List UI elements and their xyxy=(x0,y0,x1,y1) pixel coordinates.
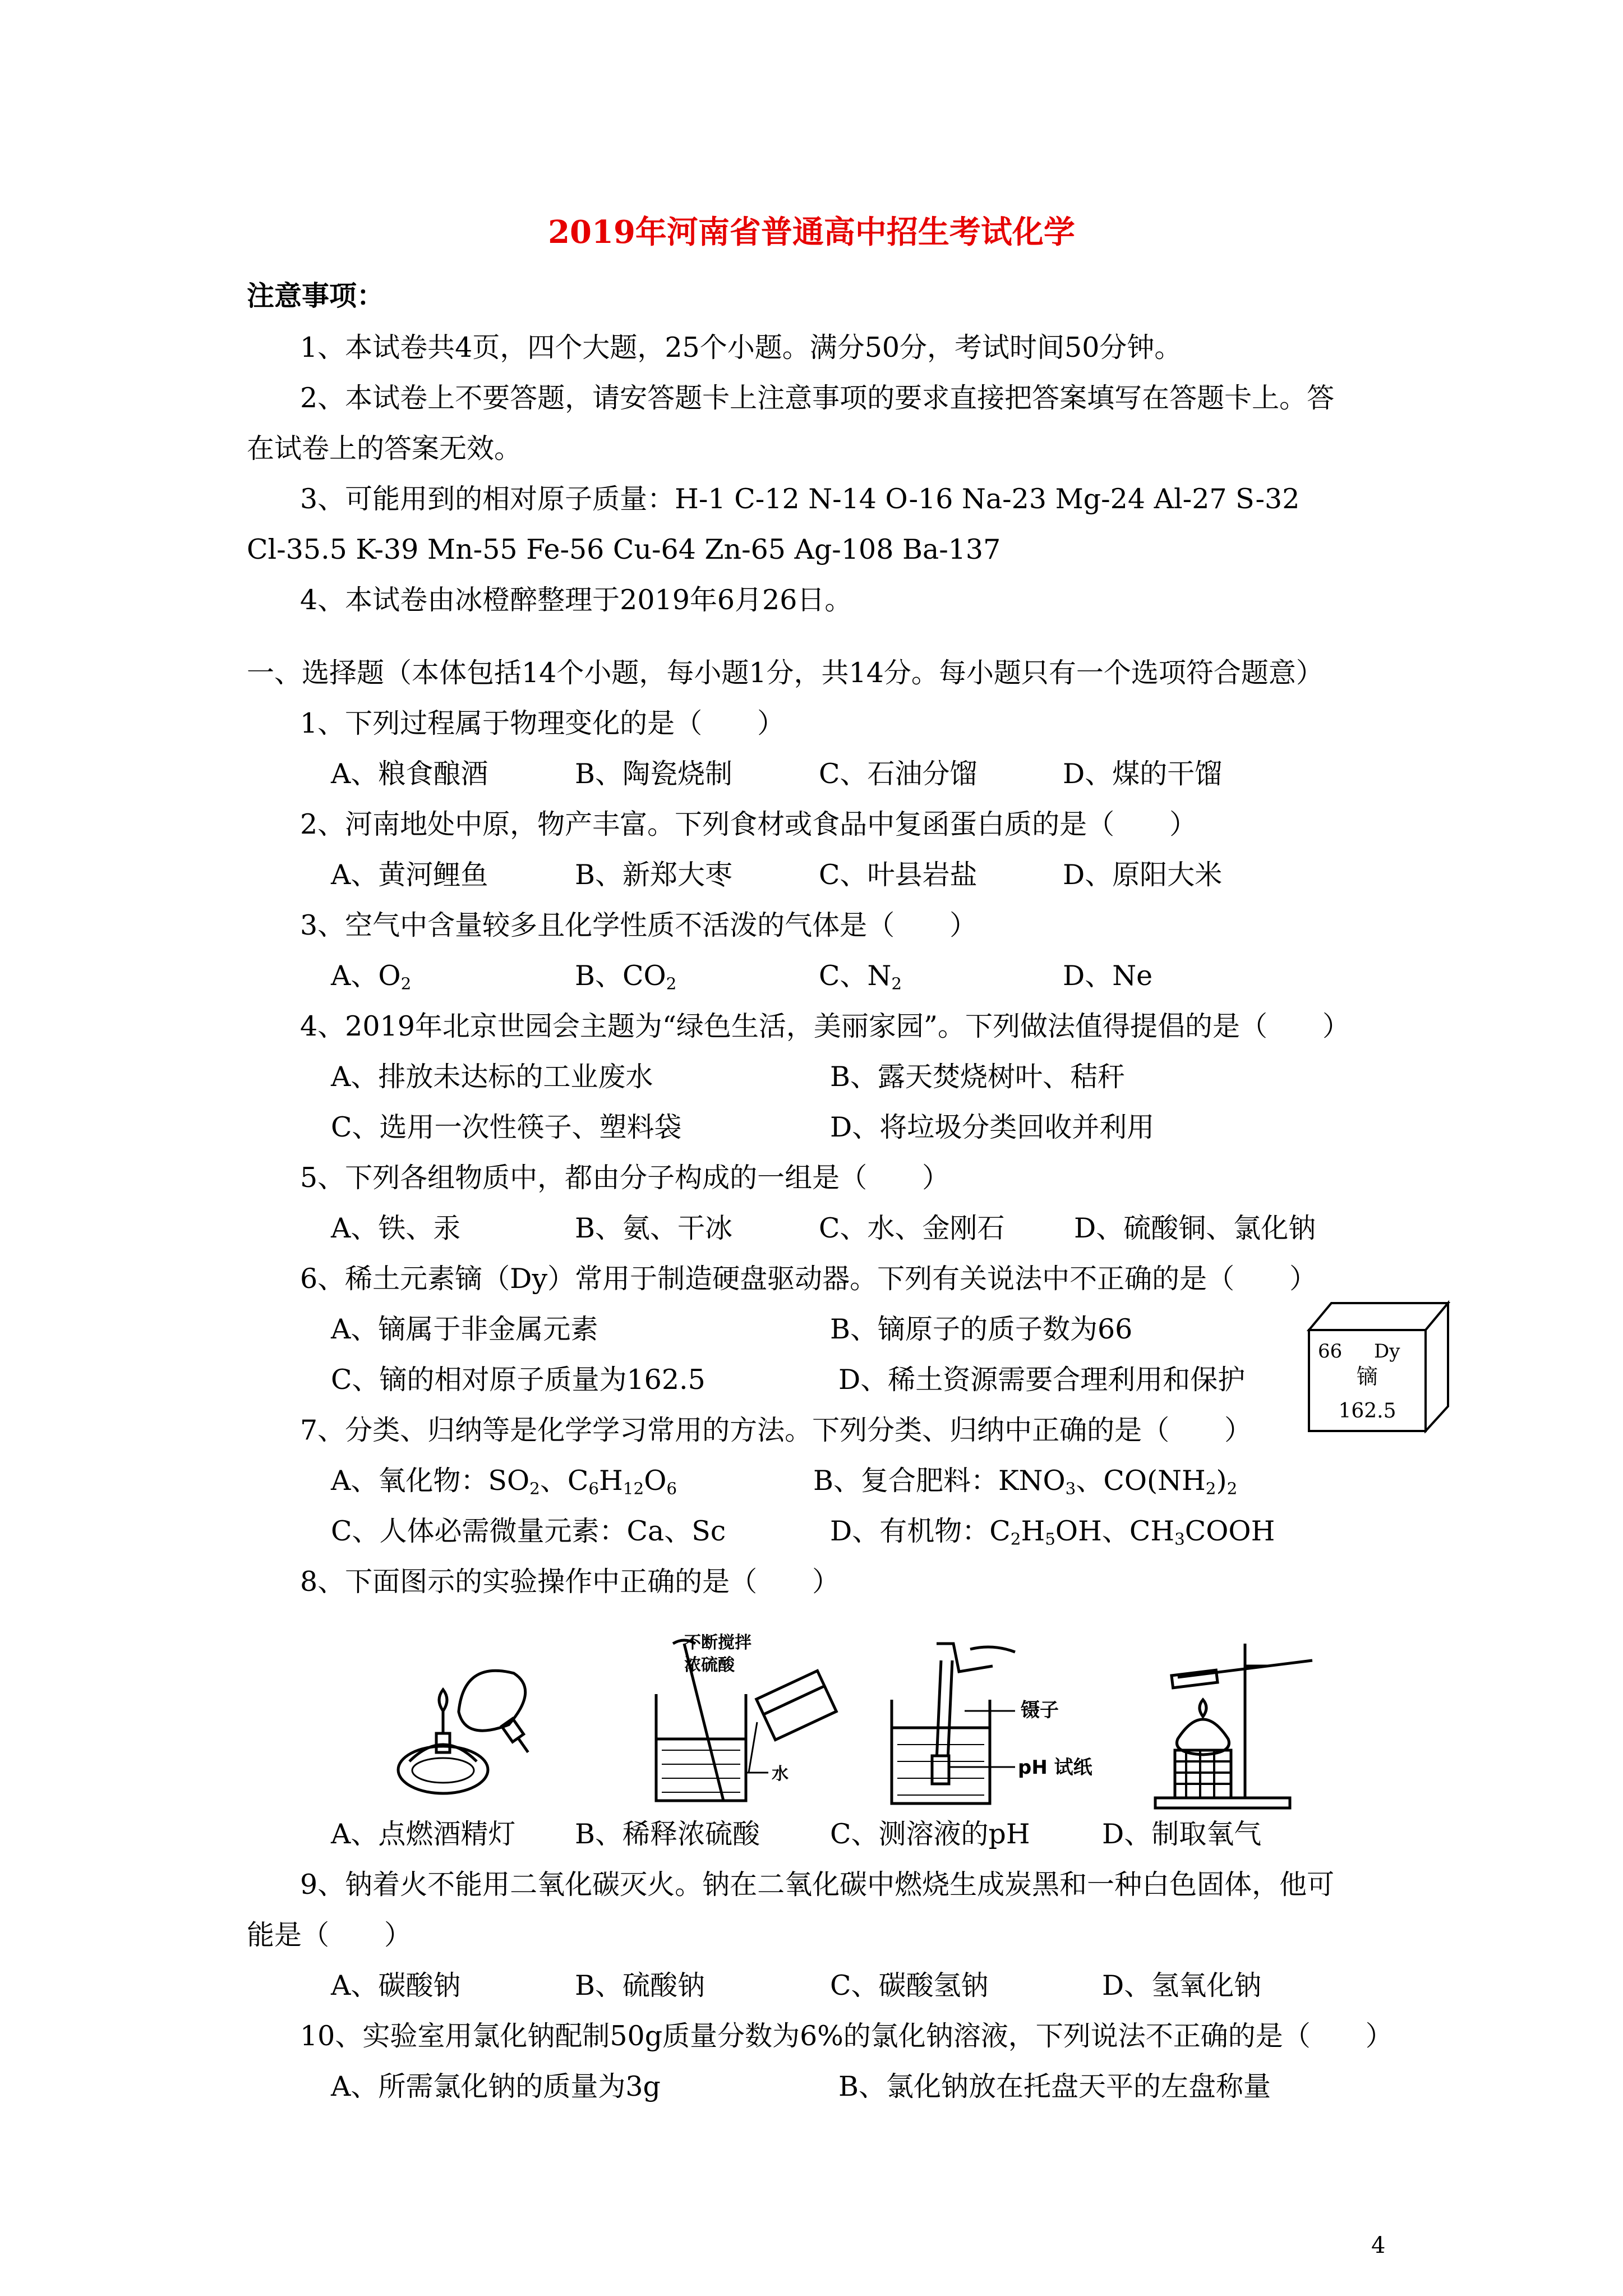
question-6-stem: 6、稀土元素镝（Dy）常用于制造硬盘驱动器。下列有关说法中不正确的是（ ） xyxy=(300,1263,1317,1295)
question-9-stem-cont: 能是（ ） xyxy=(247,1919,412,1951)
q6-option-a: A、镝属于非金属元素 xyxy=(331,1313,598,1345)
q5-option-b: B、氨、干冰 xyxy=(575,1212,733,1244)
question-9-stem: 9、钠着火不能用二氧化碳灭火。钠在二氧化碳中燃烧生成炭黑和一种白色固体，他可 xyxy=(300,1869,1335,1901)
question-5-stem: 5、下列各组物质中，都由分子构成的一组是（ ） xyxy=(300,1162,950,1194)
fig-b-label-stir: 不断搅拌 xyxy=(684,1633,751,1653)
page-number: 4 xyxy=(1371,2233,1386,2258)
q8-option-a: A、点燃酒精灯 xyxy=(331,1818,516,1850)
q7-option-a: A、氧化物：$SO_2$、$C_6H_{12}O_6$ xyxy=(331,1465,677,1498)
question-1-stem: 1、下列过程属于物理变化的是（ ） xyxy=(300,707,785,739)
question-2-stem: 2、河南地处中原，物产丰富。下列食材或食品中复函蛋白质的是（ ） xyxy=(300,808,1197,840)
q6-option-d: D、稀土资源需要合理利用和保护 xyxy=(838,1364,1246,1396)
notice-item-3-cont: Cl-35.5 K-39 Mn-55 Fe-56 Cu-64 Zn-65 Ag-108 Ba-137 xyxy=(247,533,1001,565)
notice-item-1: 1、本试卷共4页，四个大题，25个小题。满分50分，考试时间50分钟。 xyxy=(300,332,1182,364)
section-heading: 一、选择题（本体包括14个小题，每小题1分，共14分。每小题只有一个选项符合题意） xyxy=(247,657,1324,689)
q3-option-c: C、$N_2$ xyxy=(819,960,902,993)
ph-test-figure xyxy=(880,1632,1094,1812)
q7-option-d: D、有机物：$C_2H_5OH$、$CH_3COOH$ xyxy=(830,1515,1275,1549)
q1-option-b: B、陶瓷烧制 xyxy=(575,758,733,790)
page-title: 2019年河南省普通高中招生考试化学 xyxy=(548,214,1075,251)
q9-option-d: D、氢氧化钠 xyxy=(1102,1970,1262,2001)
question-7-stem: 7、分类、归纳等是化学学习常用的方法。下列分类、归纳中正确的是（ ） xyxy=(300,1414,1252,1446)
element-card-frame xyxy=(1307,1299,1453,1433)
element-card-dysprosium xyxy=(1307,1299,1453,1433)
q2-option-a: A、黄河鲤鱼 xyxy=(331,859,488,891)
question-8-stem: 8、下面图示的实验操作中正确的是（ ） xyxy=(300,1566,840,1598)
notice-heading: 注意事项： xyxy=(247,279,385,312)
q5-option-d: D、硫酸铜、氯化钠 xyxy=(1074,1212,1316,1244)
q8-option-d: D、制取氧气 xyxy=(1102,1818,1262,1850)
q1-option-a: A、粮食酿酒 xyxy=(331,758,488,790)
q9-option-b: B、硫酸钠 xyxy=(575,1970,706,2001)
notice-item-4: 4、本试卷由冰橙醉整理于2019年6月26日。 xyxy=(300,584,852,616)
question-10-stem: 10、实验室用氯化钠配制50g质量分数为6%的氯化钠溶液，下列说法不正确的是（ ） xyxy=(300,2020,1393,2052)
fig-b-label-water: 水 xyxy=(772,1764,789,1784)
notice-item-2: 2、本试卷上不要答题，请安答题卡上注意事项的要求直接把答案填写在答题卡上。答 xyxy=(300,382,1335,414)
q6-option-c: C、镝的相对原子质量为162.5 xyxy=(331,1364,706,1396)
q8-option-c: C、测溶液的pH xyxy=(830,1818,1030,1850)
q7-option-c: C、人体必需微量元素：Ca、Sc xyxy=(331,1515,726,1547)
q6-option-b: B、镝原子的质子数为66 xyxy=(830,1313,1133,1345)
q4-option-a: A、排放未达标的工业废水 xyxy=(331,1061,653,1093)
q8-option-b: B、稀释浓硫酸 xyxy=(575,1818,760,1850)
q9-option-c: C、碳酸氢钠 xyxy=(830,1970,989,2001)
q2-option-b: B、新郑大枣 xyxy=(575,859,733,891)
oxygen-prep-figure xyxy=(1144,1632,1335,1812)
element-number: 66 xyxy=(1318,1340,1343,1363)
fig-c-label-tweezers: 镊子 xyxy=(1021,1699,1059,1722)
alcohol-lamp-figure xyxy=(393,1644,561,1812)
dilute-acid-figure xyxy=(639,1632,841,1812)
q5-option-a: A、铁、汞 xyxy=(331,1212,461,1244)
q9-option-a: A、碳酸钠 xyxy=(331,1970,461,2001)
q3-option-a: A、$O_2$ xyxy=(331,960,412,993)
q3-option-b: B、$CO_2$ xyxy=(575,960,677,993)
question-4-stem: 4、2019年北京世园会主题为“绿色生活，美丽家园”。下列做法值得提倡的是（ ） xyxy=(300,1010,1350,1042)
q1-option-d: D、煤的干馏 xyxy=(1063,758,1223,790)
q4-option-d: D、将垃圾分类回收并利用 xyxy=(830,1111,1155,1143)
q1-option-c: C、石油分馏 xyxy=(819,758,978,790)
q10-option-b: B、氯化钠放在托盘天平的左盘称量 xyxy=(838,2070,1271,2102)
q10-option-a: A、所需氯化钠的质量为3g xyxy=(331,2070,661,2102)
q2-option-d: D、原阳大米 xyxy=(1063,859,1223,891)
q2-option-c: C、叶县岩盐 xyxy=(819,859,978,891)
q4-option-c: C、选用一次性筷子、塑料袋 xyxy=(331,1111,682,1143)
fig-b-label-acid: 浓硫酸 xyxy=(684,1655,735,1675)
notice-item-3: 3、可能用到的相对原子质量：H-1 C-12 N-14 O-16 Na-23 Mg-24 Al-27 S-32 xyxy=(300,483,1300,515)
q5-option-c: C、水、金刚石 xyxy=(819,1212,1005,1244)
element-name: 镝 xyxy=(1356,1364,1378,1389)
q4-option-b: B、露天焚烧树叶、秸秆 xyxy=(830,1061,1126,1093)
q3-option-d: D、Ne xyxy=(1063,960,1153,992)
notice-item-2-cont: 在试卷上的答案无效。 xyxy=(247,432,522,464)
element-mass: 162.5 xyxy=(1338,1400,1396,1423)
fig-c-label-ph-paper: pH 试纸 xyxy=(1018,1756,1092,1779)
question-3-stem: 3、空气中含量较多且化学性质不活泼的气体是（ ） xyxy=(300,909,978,941)
q7-option-b: B、复合肥料：$KNO_3$、$CO(NH_2)_2$ xyxy=(813,1465,1238,1498)
element-symbol: Dy xyxy=(1374,1340,1400,1363)
